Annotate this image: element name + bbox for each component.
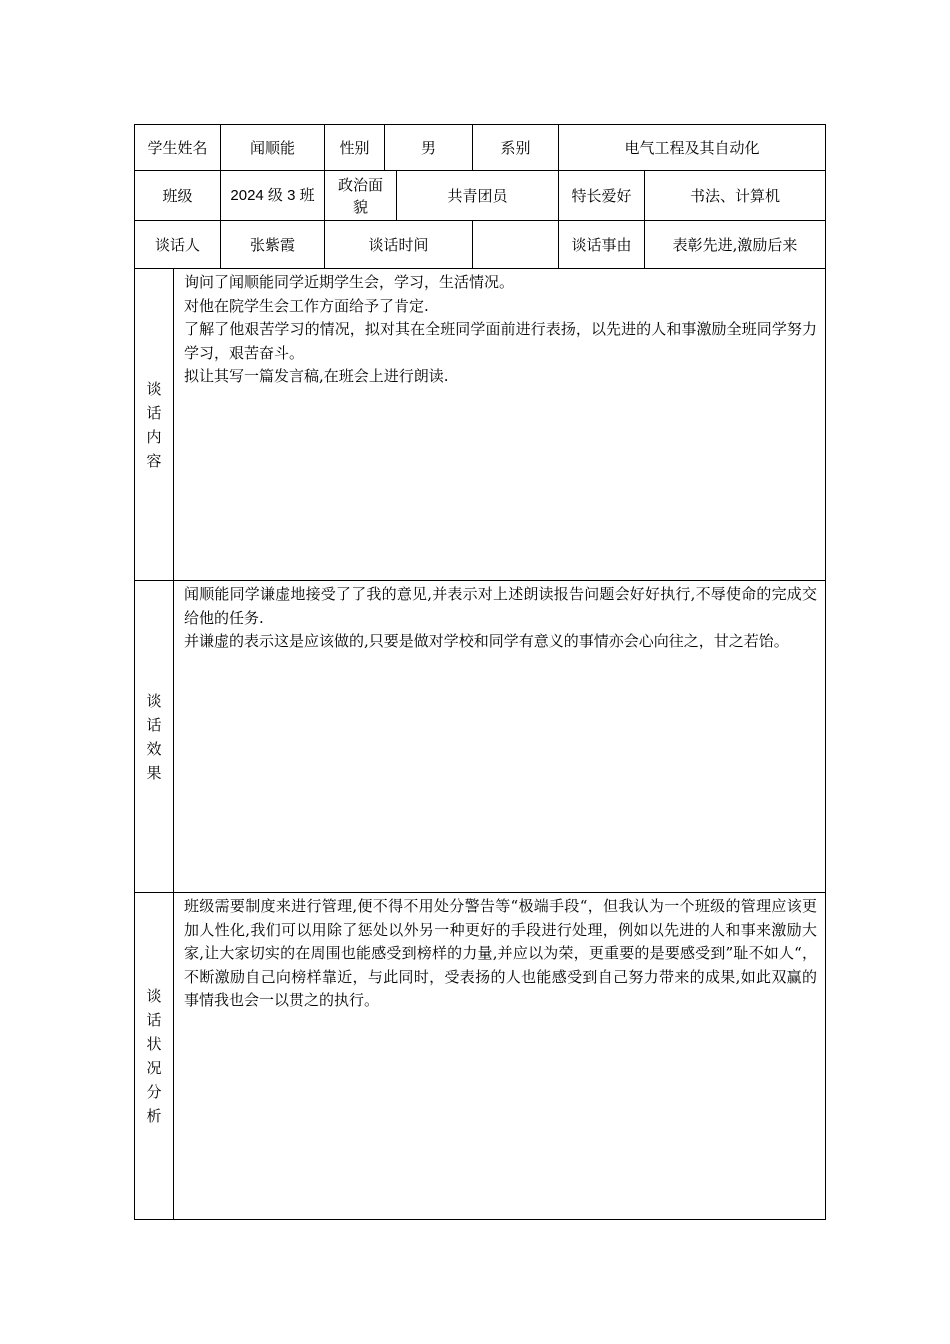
department-value: 电气工程及其自动化 — [559, 125, 826, 171]
class-label: 班级 — [135, 171, 221, 221]
effect-paragraph: 并谦虚的表示这是应该做的,只要是做对学校和同学有意义的事情亦会心向往之，甘之若饴。 — [184, 632, 789, 650]
talk-content-label: 谈话内容 — [135, 269, 174, 581]
content-paragraph: 拟让其写一篇发言稿,在班会上进行朗读. — [184, 367, 449, 385]
content-paragraph: 了解了他艰苦学习的情况，拟对其在全班同学面前进行表扬，以先进的人和事激励全班同学努力学习，艰苦奋斗。 — [184, 320, 817, 362]
hobby-value: 书法、计算机 — [645, 171, 826, 221]
department-label: 系别 — [473, 125, 559, 171]
student-name-value: 闻顺能 — [221, 125, 325, 171]
talk-time-label: 谈话时间 — [325, 221, 473, 269]
talker-value: 张紫霞 — [221, 221, 325, 269]
gender-value: 男 — [385, 125, 473, 171]
effect-paragraph: 闻顺能同学谦虚地接受了了我的意见,并表示对上述朗读报告问题会好好执行,不辱使命的完成交给他的任务. — [184, 585, 817, 627]
student-talk-record-table — [134, 124, 826, 1220]
content-paragraph: 询问了闻顺能同学近期学生会，学习，生活情况。 — [184, 273, 515, 291]
class-value: 2024 级 3 班 — [221, 171, 325, 221]
talk-analysis-text — [174, 893, 826, 1220]
talk-analysis-label: 谈话状况分析 — [135, 893, 174, 1220]
analysis-paragraph: 班级需要制度来进行管理,便不得不用处分警告等“极端手段“，但我认为一个班级的管理应该更加人性化,我们可以用除了惩处以外另一种更好的手段进行处理，例如以先进的人和事来激励大家,让大家切实的在周围也能感受到榜样的力量,并应以为荣，更重要的是要感受到”耻不如人“，不断激励自己向榜样靠近，与此同时，受表扬的人也能感受到自己努力带来的成果,如此双赢的事情我也会一以贯之的执行。 — [184, 897, 817, 1009]
talk-reason-label: 谈话事由 — [559, 221, 645, 269]
student-name-label: 学生姓名 — [135, 125, 221, 171]
gender-label: 性别 — [325, 125, 385, 171]
content-paragraph: 对他在院学生会工作方面给予了肯定. — [184, 296, 429, 315]
talker-label: 谈话人 — [135, 221, 221, 269]
talk-time-value — [473, 221, 559, 269]
talk-reason-value: 表彰先进,激励后来 — [645, 221, 826, 269]
talk-content-text — [174, 269, 826, 581]
hobby-label: 特长爱好 — [559, 171, 645, 221]
political-status-label: 政治面貌 — [325, 171, 397, 221]
talk-effect-text — [174, 581, 826, 893]
political-status-value: 共青团员 — [397, 171, 559, 221]
talk-effect-label: 谈话效果 — [135, 581, 174, 893]
